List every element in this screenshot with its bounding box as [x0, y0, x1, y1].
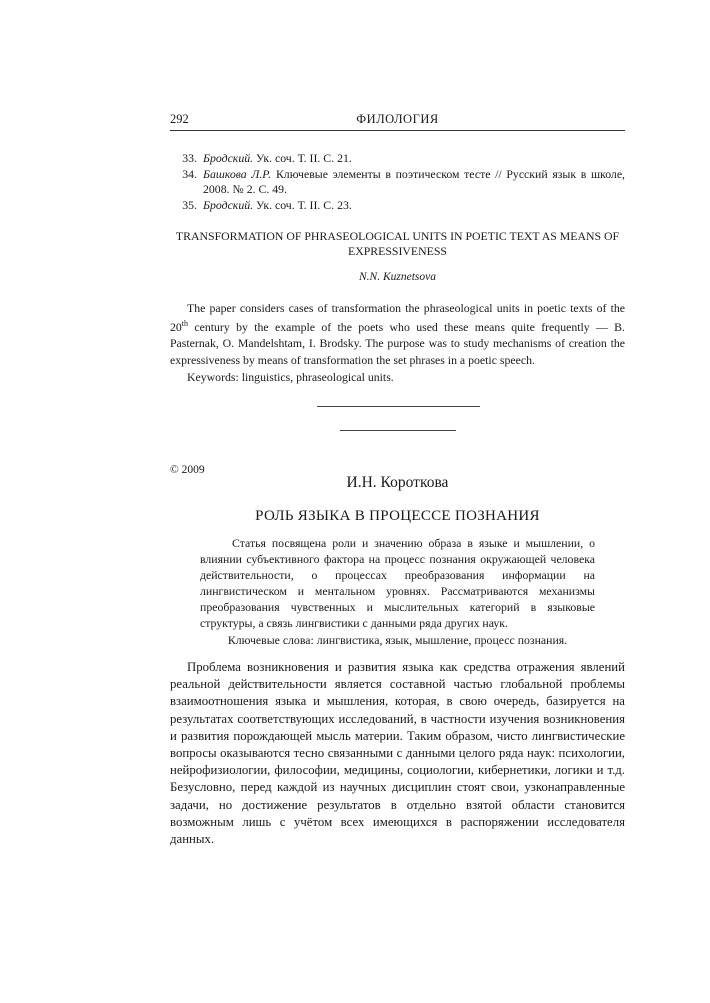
- article-keywords: Ключевые слова: лингвистика, язык, мышление, процесс познания.: [227, 633, 568, 647]
- english-author: N.N. Kuznetsova: [359, 271, 436, 283]
- reference-author: Башкова Л.Р.: [203, 166, 272, 181]
- english-keywords: Keywords: linguistics, phraseological units.: [187, 370, 394, 384]
- reference-item: [170, 167, 625, 198]
- english-title: TRANSFORMATION OF PHRASEOLOGICAL UNITS IN POETIC TEXT AS MEANS OF EXPRESSIVENESS: [175, 229, 620, 258]
- article-abstract: [200, 535, 595, 631]
- article-body: [170, 659, 625, 848]
- reference-list: [170, 151, 625, 213]
- article-abstract-text: Статья посвящена роли и значению образа в языке и мышлении, о влиянии субъективного фактора на процесс познания окружающей человека действительности, о процессах преобразования информации на лингвистическом и ментальном уровнях. Рассматриваются механизмы преобразования чувственных и мыслительных категорий в языковые структуры, а связь лингвистики с данными ряда других наук.: [200, 536, 595, 630]
- reference-author: Бродский.: [203, 197, 254, 212]
- page-number: 292: [170, 112, 189, 126]
- running-header: [170, 112, 625, 130]
- copyright-notice: © 2009: [170, 464, 205, 476]
- reference-text: [203, 198, 625, 214]
- reference-details: Ключевые элементы в поэтическом тесте // Русский язык в школе, 2008. № 2. С. 49.: [203, 166, 626, 196]
- reference-item: [170, 151, 625, 167]
- english-abstract: [170, 300, 625, 368]
- english-abstract-part2: century by the example of the poets who used these means quite frequently — B. Pasternak, O. Mandelshtam, I. Brodsky. The purpose was to study mechanisms of creation the expressiveness by means of transformation the set phrases in a poetic speech.: [170, 320, 625, 367]
- header-rule: [170, 130, 625, 131]
- reference-item: [170, 198, 625, 214]
- reference-author: Бродский.: [203, 151, 254, 165]
- english-abstract-part1: The paper considers cases of transformation the phraseological units in poetic texts of the 20: [170, 301, 625, 335]
- article-author: И.Н. Короткова: [346, 474, 449, 491]
- reference-text: [203, 151, 625, 167]
- english-abstract-superscript: th: [181, 319, 189, 329]
- reference-details: Ук. соч. Т. II. С. 21.: [253, 151, 352, 165]
- section-separator-short: [340, 430, 456, 431]
- body-paragraph: Проблема возникновения и развития языка как средства отражения явлений реальной действительности является составной частью глобальной проблемы взаимоотношения языка и мышления, которая, в свою очередь, базируется на результатах соответствующих исследований, в частности изучения возникновения и развития порождающей мысль материи. Таким образом, чисто лингвистические вопросы оказываются тесно связанными с данными целого ряда наук: психологии, нейрофизиологии, философии, медицины, социологии, кибернетики, логики и т.д. Безусловно, перед каждой из научных дисциплин стоят свои, узконаправленные задачи, но достижение результатов в отдельно взятой области становится возможным лишь с учётом всех имеющихся в распоряжении исследователя данных.: [170, 660, 625, 847]
- reference-number: 35.: [182, 197, 197, 212]
- article-title: РОЛЬ ЯЗЫКА В ПРОЦЕССЕ ПОЗНАНИЯ: [255, 508, 540, 524]
- reference-text: [203, 167, 625, 198]
- reference-number: 34.: [182, 166, 197, 181]
- running-title: ФИЛОЛОГИЯ: [356, 112, 439, 126]
- reference-number: 33.: [182, 151, 197, 165]
- reference-details: Ук. соч. Т. II. С. 23.: [253, 197, 352, 212]
- section-separator-long: [317, 406, 480, 407]
